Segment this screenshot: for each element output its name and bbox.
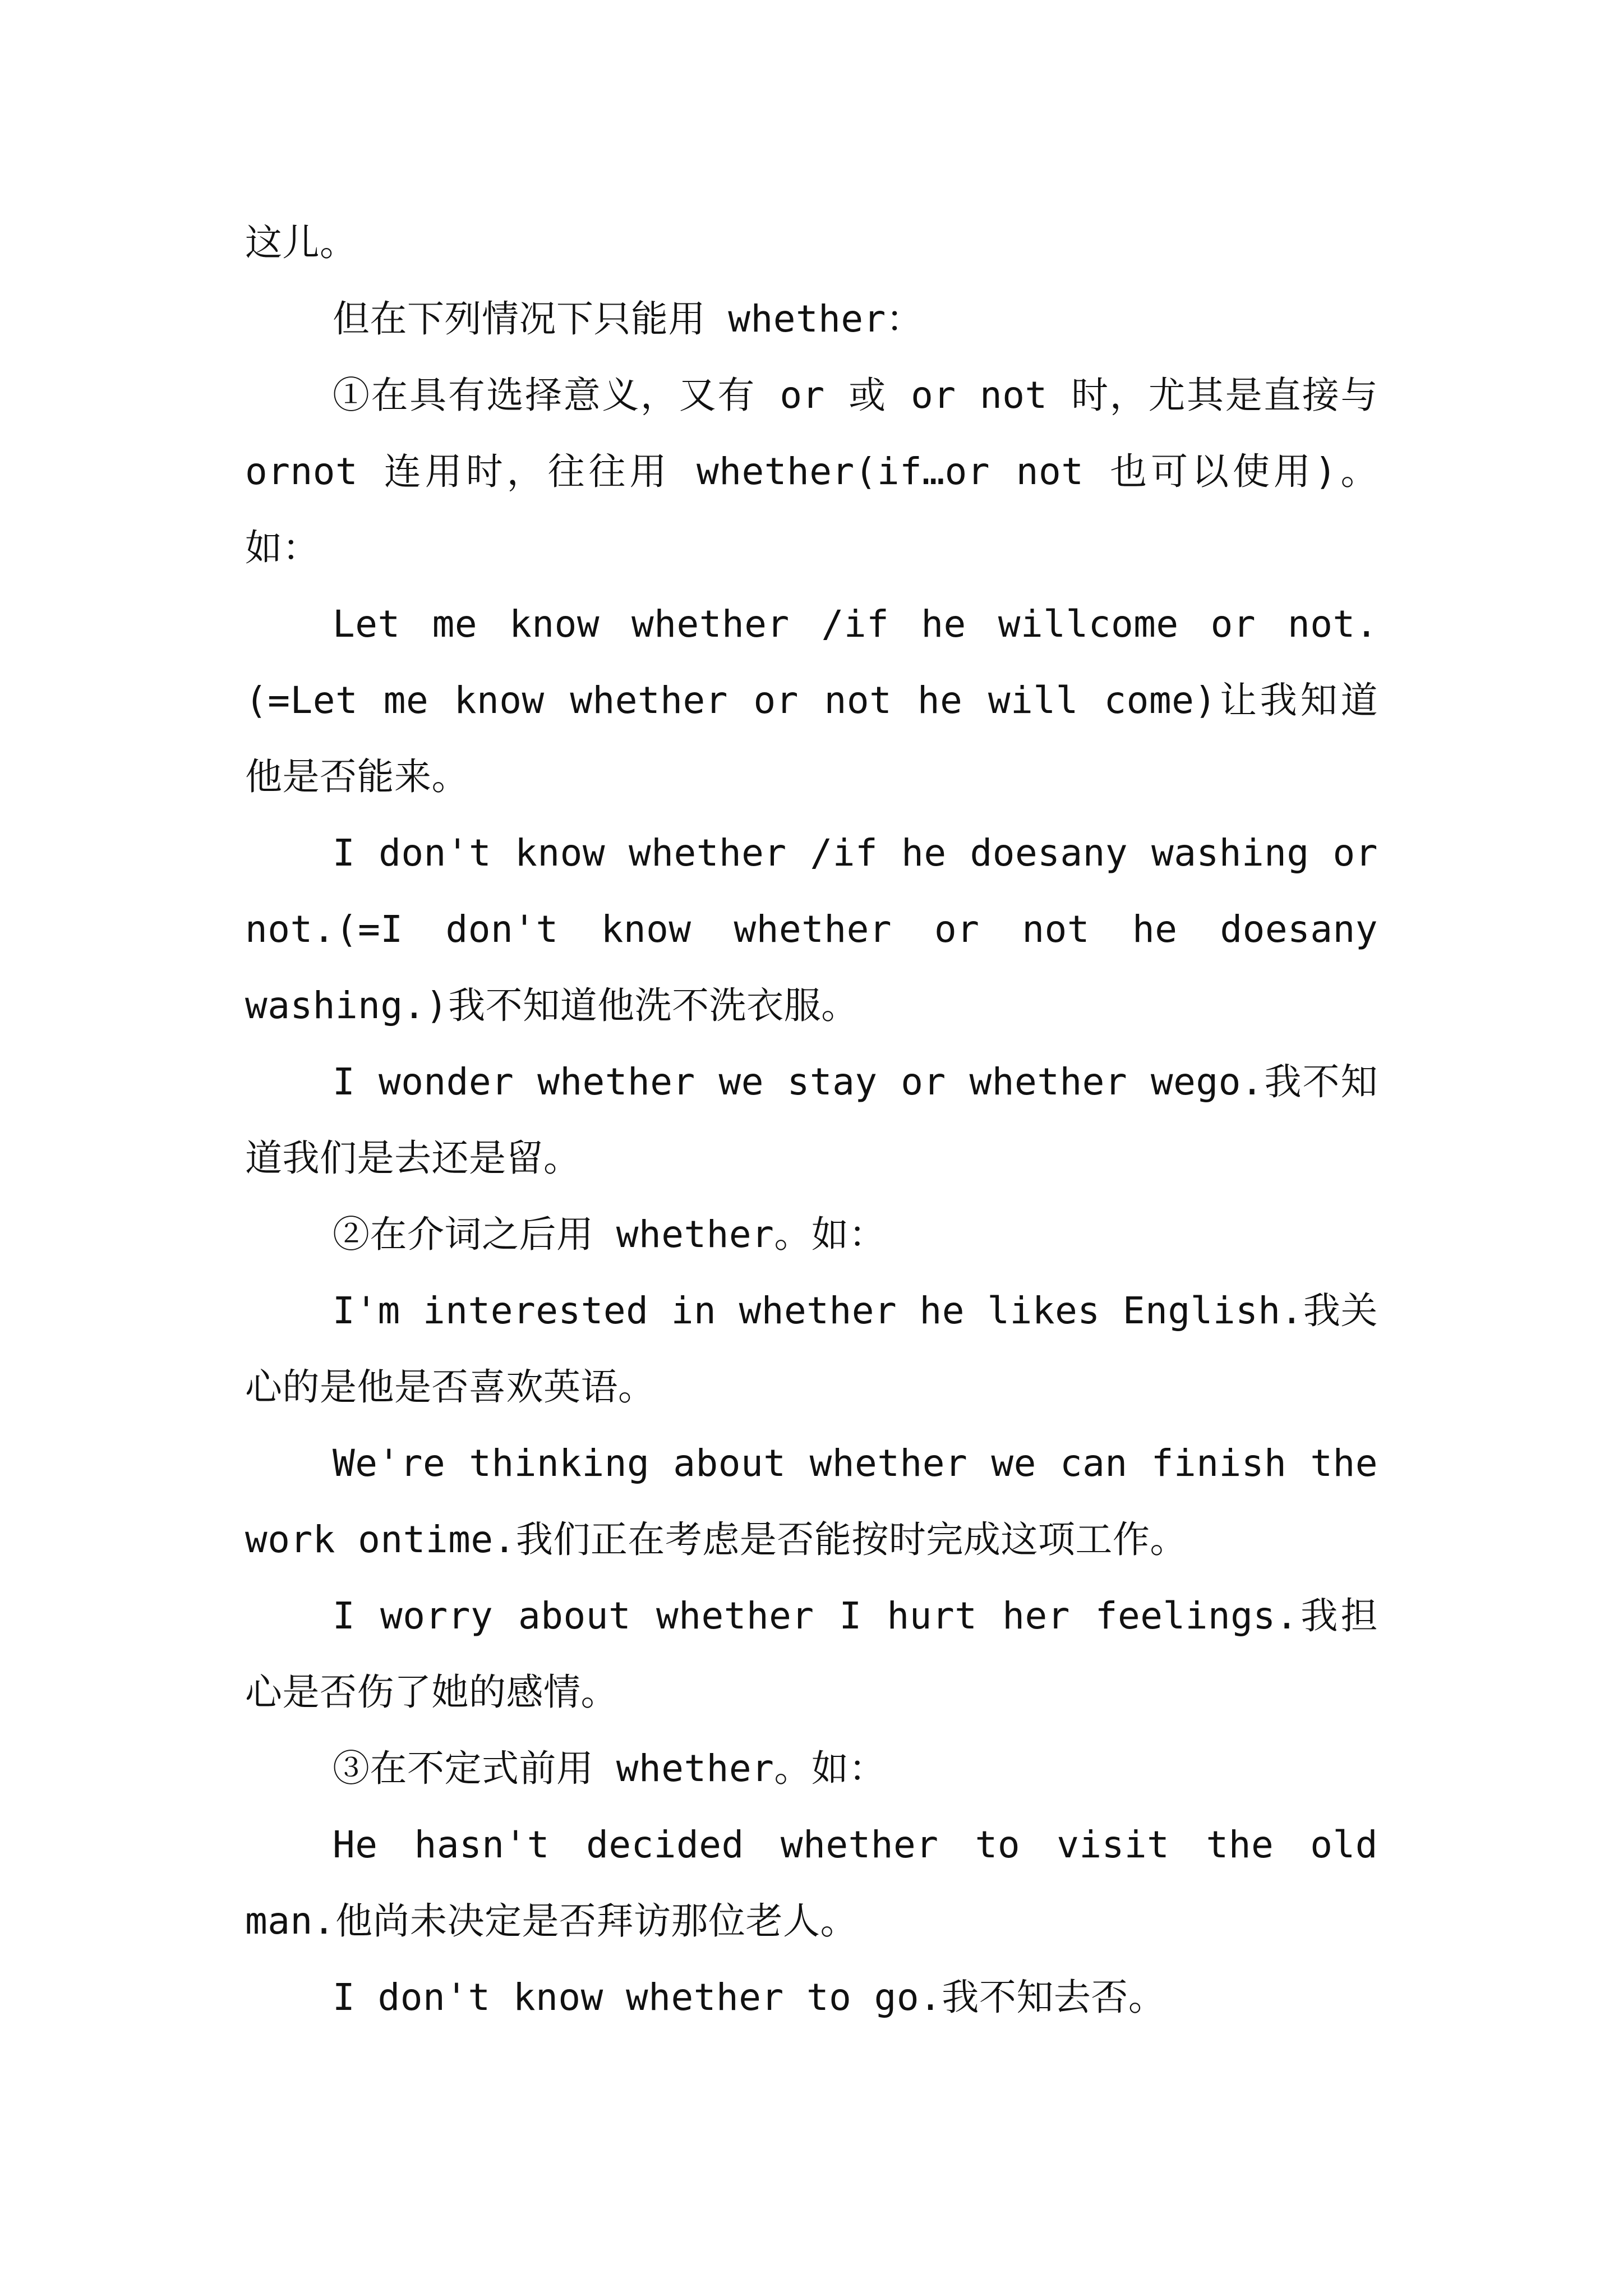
paragraph-example: He hasn't decided whether to visit the old man.他尚未决定是否拜访那位老人。: [245, 1823, 1378, 1943]
paragraph-rule-2: ②在介词之后用 whether。如：: [333, 1213, 886, 1256]
paragraph-example: I don't know whether to go.我不知去否。: [333, 1976, 1166, 2019]
paragraph-example: I don't know whether /if he doesany washing or not.(=I don't know whether or not he doesany washing.)我不知道他洗不洗衣服。: [245, 831, 1378, 1027]
paragraph-continuation: 这儿。: [245, 221, 357, 264]
paragraph-example: I wonder whether we stay or whether wego.我不知道我们是去还是留。: [245, 1060, 1378, 1180]
document-page: [245, 205, 1378, 2036]
paragraph-intro: 但在下列情况下只能用 whether：: [333, 297, 924, 341]
paragraph-rule-1: ①在具有选择意义，又有 or 或 or not 时，尤其是直接与 ornot 连用时，往往用 whether(if…or not 也可以使用)。如：: [245, 374, 1378, 569]
paragraph-example: We're thinking about whether we can finish the work ontime.我们正在考虑是否能按时完成这项工作。: [245, 1442, 1378, 1561]
paragraph-example: I'm interested in whether he likes English.我关心的是他是否喜欢英语。: [245, 1289, 1378, 1409]
paragraph-example: I worry about whether I hurt her feelings.我担心是否伤了她的感情。: [245, 1594, 1378, 1714]
paragraph-rule-3: ③在不定式前用 whether。如：: [333, 1747, 886, 1790]
paragraph-example: Let me know whether /if he willcome or not.(=Let me know whether or not he will come)让我知道他是否能来。: [245, 602, 1378, 798]
